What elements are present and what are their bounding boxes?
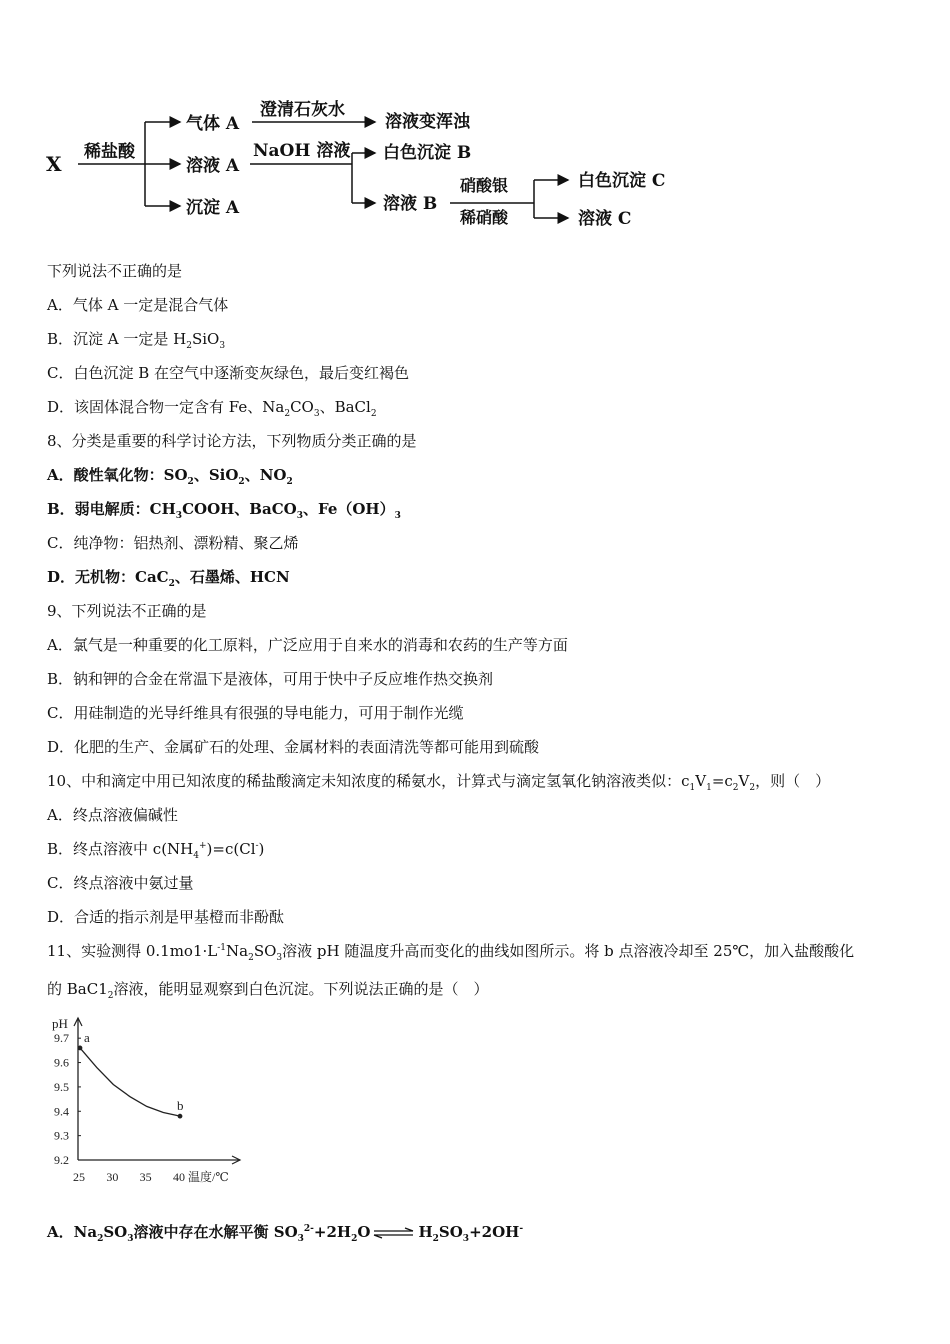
sol-b: 溶液 B [383, 194, 438, 214]
point-label-a: a [84, 1029, 90, 1045]
q7-option-d: D．该固体混合物一定含有 Fe、$Na_2CO_3$、BaCl$_2$ [47, 398, 377, 419]
x-tick-label: 35 [139, 1170, 152, 1184]
equilibrium-arrow-icon [373, 1227, 415, 1239]
silver-nitrate-label: 硝酸银 [460, 176, 509, 195]
q8-option-c: C．纯净物：铝热剂、漂粉精、聚乙烯 [47, 534, 299, 552]
ph-curve [80, 1048, 180, 1116]
x-axis-label: 温度/℃ [188, 1170, 229, 1184]
point-a [78, 1046, 83, 1051]
q8-option-a: A．酸性氧化物：$SO_2$、SiO$_2$、$NO_2$ [47, 466, 293, 487]
point-b [178, 1114, 183, 1119]
point-label-b: b [177, 1098, 184, 1114]
dil-hno3-label: 稀硝酸 [460, 208, 509, 227]
q7-option-b: B．沉淀 A 一定是 $H_2SiO_3$ [47, 330, 226, 351]
sol-a: 溶液 A [186, 156, 240, 176]
pp-c: 白色沉淀 C [578, 171, 666, 191]
q8-stem: 8、分类是重要的科学讨论方法，下列物质分类正确的是 [47, 432, 417, 450]
x-label: X [46, 152, 62, 176]
naoh-label: NaOH 溶液 [253, 141, 351, 161]
q9-option-c: C．用硅制造的光导纤维具有很强的导电能力，可用于制作光缆 [47, 704, 464, 722]
x-tick-label: 25 [73, 1170, 85, 1184]
turbid-label: 溶液变浑浊 [385, 112, 470, 132]
q11-stem-line1: 11、实验测得 $0.1mo1\cdot L^{-1}Na_2SO_3$溶液 pH 随温度升高而变化的曲线如图所示。将 b 点溶液冷却至 25℃，加入盐酸酸化 [47, 942, 855, 963]
x-tick-label: 30 [106, 1170, 119, 1184]
q10-stem: 10、中和滴定中用已知浓度的稀盐酸滴定未知浓度的稀氨水，计算式与滴定氢氧化钠溶液类似：$c_1V_1=c_2V_2$，则（ ） [47, 772, 831, 793]
q11-option-a: A．$Na_2SO_3$溶液中存在水解平衡 $SO_3^{2-}+2H_2O$ $H_2SO_3+2OH^-$ [47, 1223, 524, 1244]
y-tick-label: 9.2 [54, 1153, 69, 1167]
pp-a: 沉淀 A [186, 198, 240, 218]
q9-option-a: A．氯气是一种重要的化工原料，广泛应用于自来水的消毒和农药的生产等方面 [47, 636, 568, 654]
q7-option-a: A．气体 A 一定是混合气体 [47, 296, 229, 314]
x-tick-label: 40 [173, 1170, 185, 1184]
q8-option-d: D．无机物：CaC$_2$、石墨烯、HCN [47, 568, 290, 589]
q7-option-c: C．白色沉淀 B 在空气中逐渐变灰绿色，最后变红褐色 [47, 364, 410, 382]
chart-points [78, 1030, 184, 1119]
q8-option-b: B．弱电解质：$CH_3COOH$、BaCO$_3$、$Fe(OH)_3$ [47, 500, 401, 521]
chart-axes [52, 1016, 240, 1184]
y-tick-label: 9.6 [54, 1055, 69, 1070]
pp-b: 白色沉淀 B [383, 143, 472, 163]
q10-option-c: C．终点溶液中氨过量 [47, 874, 194, 892]
y-axis-label: pH [52, 1016, 68, 1031]
y-tick-label: 9.4 [54, 1104, 69, 1119]
q7-stem: 下列说法不正确的是 [47, 262, 183, 280]
reagent-hcl: 稀盐酸 [84, 142, 135, 162]
ph-temperature-chart [40, 1008, 260, 1198]
y-tick-label: 9.5 [54, 1079, 69, 1094]
chart-series [80, 1048, 180, 1116]
y-tick-label: 9.3 [54, 1128, 69, 1143]
q11-stem-line2: 的 $BaC1_2$溶液，能明显观察到白色沉淀。下列说法正确的是（ ） [47, 980, 489, 1001]
flow-diagram [40, 95, 740, 240]
q9-option-d: D．化肥的生产、金属矿石的处理、金属材料的表面清洗等都可能用到硫酸 [47, 738, 540, 756]
q9-stem: 9、下列说法不正确的是 [47, 602, 207, 620]
y-tick-label: 9.7 [54, 1031, 69, 1046]
q10-option-a: A．终点溶液偏碱性 [47, 806, 178, 824]
chart-ticks [54, 1031, 185, 1184]
q10-option-d: D．合适的指示剂是甲基橙而非酚酞 [47, 908, 285, 926]
q10-option-b: B．终点溶液中 $c(NH_4^+)=c(Cl^-)$ [47, 840, 265, 861]
gas-a: 气体 A [186, 114, 240, 134]
limewater-label: 澄清石灰水 [260, 100, 345, 120]
sol-c: 溶液 C [578, 209, 632, 229]
q9-option-b: B．钠和钾的合金在常温下是液体，可用于快中子反应堆作热交换剂 [47, 670, 494, 688]
